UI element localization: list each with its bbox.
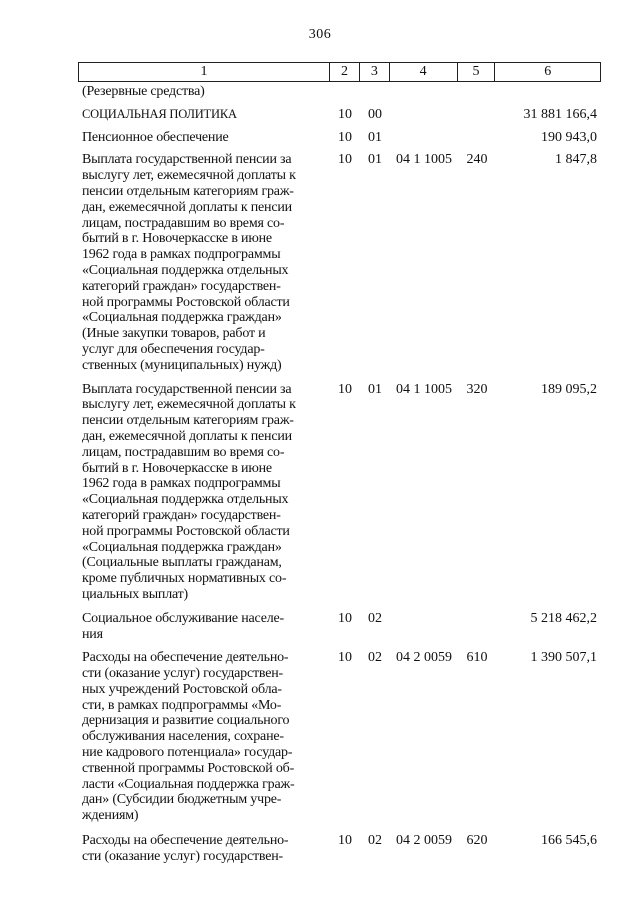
- header-col-5: 5: [458, 63, 496, 81]
- row-subsection: 00: [368, 106, 382, 122]
- row-name-line: ласти «Социальная поддержка граж-: [82, 776, 295, 792]
- row-name-line: ственных (муниципальных) нужд): [82, 357, 282, 373]
- row-name-line: Расходы на обеспечение деятельно-: [82, 650, 289, 666]
- row-subsection: 01: [368, 381, 382, 397]
- row-section: 10: [338, 106, 352, 122]
- header-col-3: 3: [360, 63, 390, 81]
- row-name-line: лицам, пострадавшим во время со-: [82, 215, 285, 231]
- row-name: Пенсионное обеспечение: [82, 129, 229, 145]
- row-name: [78, 650, 330, 824]
- row-target-article: 04 2 0059: [396, 650, 452, 666]
- row-name-line: ждениям): [82, 808, 139, 824]
- table-row: [78, 130, 601, 146]
- row-name-line: дан» (Субсидии бюджетным учре-: [82, 792, 282, 808]
- row-name-line: сти (оказание услуг) государствен-: [82, 666, 283, 682]
- row-name-line: 1962 года в рамках подпрограммы: [82, 476, 281, 492]
- row-name-line: «Социальная поддержка отдельных: [82, 492, 289, 508]
- row-subsection: 02: [368, 610, 382, 626]
- row-name-line: сти, в рамках подпрограммы «Мо-: [82, 697, 282, 713]
- table-row: [78, 107, 601, 123]
- row-subsection: 02: [368, 650, 382, 666]
- row-name-line: выслугу лет, ежемесячной доплаты к: [82, 397, 296, 413]
- row-name-line: Расходы на обеспечение деятельно-: [82, 833, 289, 849]
- row-section: 10: [338, 129, 352, 145]
- row-expense-type: 240: [466, 152, 488, 168]
- row-name: (Резервные средства): [82, 84, 205, 99]
- row-name: СОЦИАЛЬНАЯ ПОЛИТИКА: [82, 106, 237, 121]
- row-name-line: «Социальная поддержка отдельных: [82, 262, 289, 278]
- row-name-line: ние кадрового потенциала» государ-: [82, 745, 293, 761]
- row-expense-type: 610: [466, 650, 488, 666]
- row-name-line: пенсии отдельным категориям граж-: [82, 413, 294, 429]
- row-name-line: Выплата государственной пенсии за: [82, 152, 292, 168]
- table-body: [78, 84, 601, 865]
- row-name-line: (Социальные выплаты гражданам,: [82, 555, 282, 571]
- row-name-line: категорий граждан» государствен-: [82, 507, 281, 523]
- row-target-article: 04 2 0059: [396, 833, 452, 849]
- row-name: [78, 152, 330, 373]
- row-name-line: кроме публичных нормативных со-: [82, 571, 287, 587]
- row-name-line: обслуживания населения, сохране-: [82, 729, 284, 745]
- row-amount: 1 847,8: [555, 152, 597, 168]
- row-name-line: ственной программы Ростовской об-: [82, 760, 295, 776]
- row-name-line: ной программы Ростовской области: [82, 523, 290, 539]
- row-name-line: категорий граждан» государствен-: [82, 278, 281, 294]
- row-amount: 190 943,0: [541, 129, 597, 145]
- row-name-line: дан, ежемесячной доплаты к пенсии: [82, 199, 292, 215]
- table-row: [78, 84, 601, 100]
- row-amount: 5 218 462,2: [530, 610, 597, 626]
- row-amount: 1 390 507,1: [530, 650, 597, 666]
- row-subsection: 01: [368, 129, 382, 145]
- row-section: 10: [338, 650, 352, 666]
- page-number: 306: [308, 27, 332, 42]
- row-name-line: бытий в г. Новочеркасске в июне: [82, 460, 272, 476]
- row-amount: 31 881 166,4: [523, 106, 597, 122]
- table-row: [78, 152, 601, 373]
- row-name-line: «Социальная поддержка граждан»: [82, 539, 282, 555]
- row-name-line: циальных выплат): [82, 586, 189, 602]
- header-col-2: 2: [330, 63, 360, 81]
- row-name-line: выслугу лет, ежемесячной доплаты к: [82, 168, 296, 184]
- row-subsection: 01: [368, 152, 382, 168]
- header-col-6: 6: [544, 64, 552, 79]
- row-name-line: 1962 года в рамках подпрограммы: [82, 247, 281, 263]
- table-row: [78, 650, 601, 824]
- row-name-line: Социальное обслуживание населе-: [82, 610, 285, 626]
- row-amount: 166 545,6: [541, 833, 597, 849]
- row-name-line: услуг для обеспечения государ-: [82, 341, 265, 357]
- row-section: 10: [338, 610, 352, 626]
- row-name-line: сти (оказание услуг) государствен-: [82, 848, 283, 864]
- row-subsection: 02: [368, 833, 382, 849]
- row-section: 10: [338, 381, 352, 397]
- table-row: [78, 833, 601, 865]
- row-name-line: «Социальная поддержка граждан»: [82, 310, 282, 326]
- row-target-article: 04 1 1005: [396, 152, 452, 168]
- header-col-4: 4: [390, 63, 458, 81]
- row-name-line: ных учреждений Ростовской обла-: [82, 681, 282, 697]
- table-header: [78, 62, 601, 82]
- row-name-line: бытий в г. Новочеркасске в июне: [82, 231, 272, 247]
- table-row: [78, 611, 601, 643]
- row-name-line: пенсии отдельным категориям граж-: [82, 183, 294, 199]
- header-col-1: 1: [79, 63, 330, 81]
- row-expense-type: 620: [466, 833, 488, 849]
- row-target-article: 04 1 1005: [396, 381, 452, 397]
- row-amount: 189 095,2: [541, 381, 597, 397]
- row-name-line: лицам, пострадавшим во время со-: [82, 444, 285, 460]
- row-name: [78, 833, 330, 865]
- table-row: [78, 382, 601, 603]
- row-name: [78, 382, 330, 603]
- row-name-line: дернизация и развитие социального: [82, 713, 290, 729]
- row-name-line: ной программы Ростовской области: [82, 294, 290, 310]
- row-name-line: Выплата государственной пенсии за: [82, 381, 292, 397]
- row-section: 10: [338, 833, 352, 849]
- row-name-line: (Иные закупки товаров, работ и: [82, 326, 266, 342]
- row-name: [78, 611, 330, 643]
- row-name-line: ния: [82, 626, 103, 642]
- row-section: 10: [338, 152, 352, 168]
- row-name-line: дан, ежемесячной доплаты к пенсии: [82, 428, 292, 444]
- row-expense-type: 320: [466, 381, 488, 397]
